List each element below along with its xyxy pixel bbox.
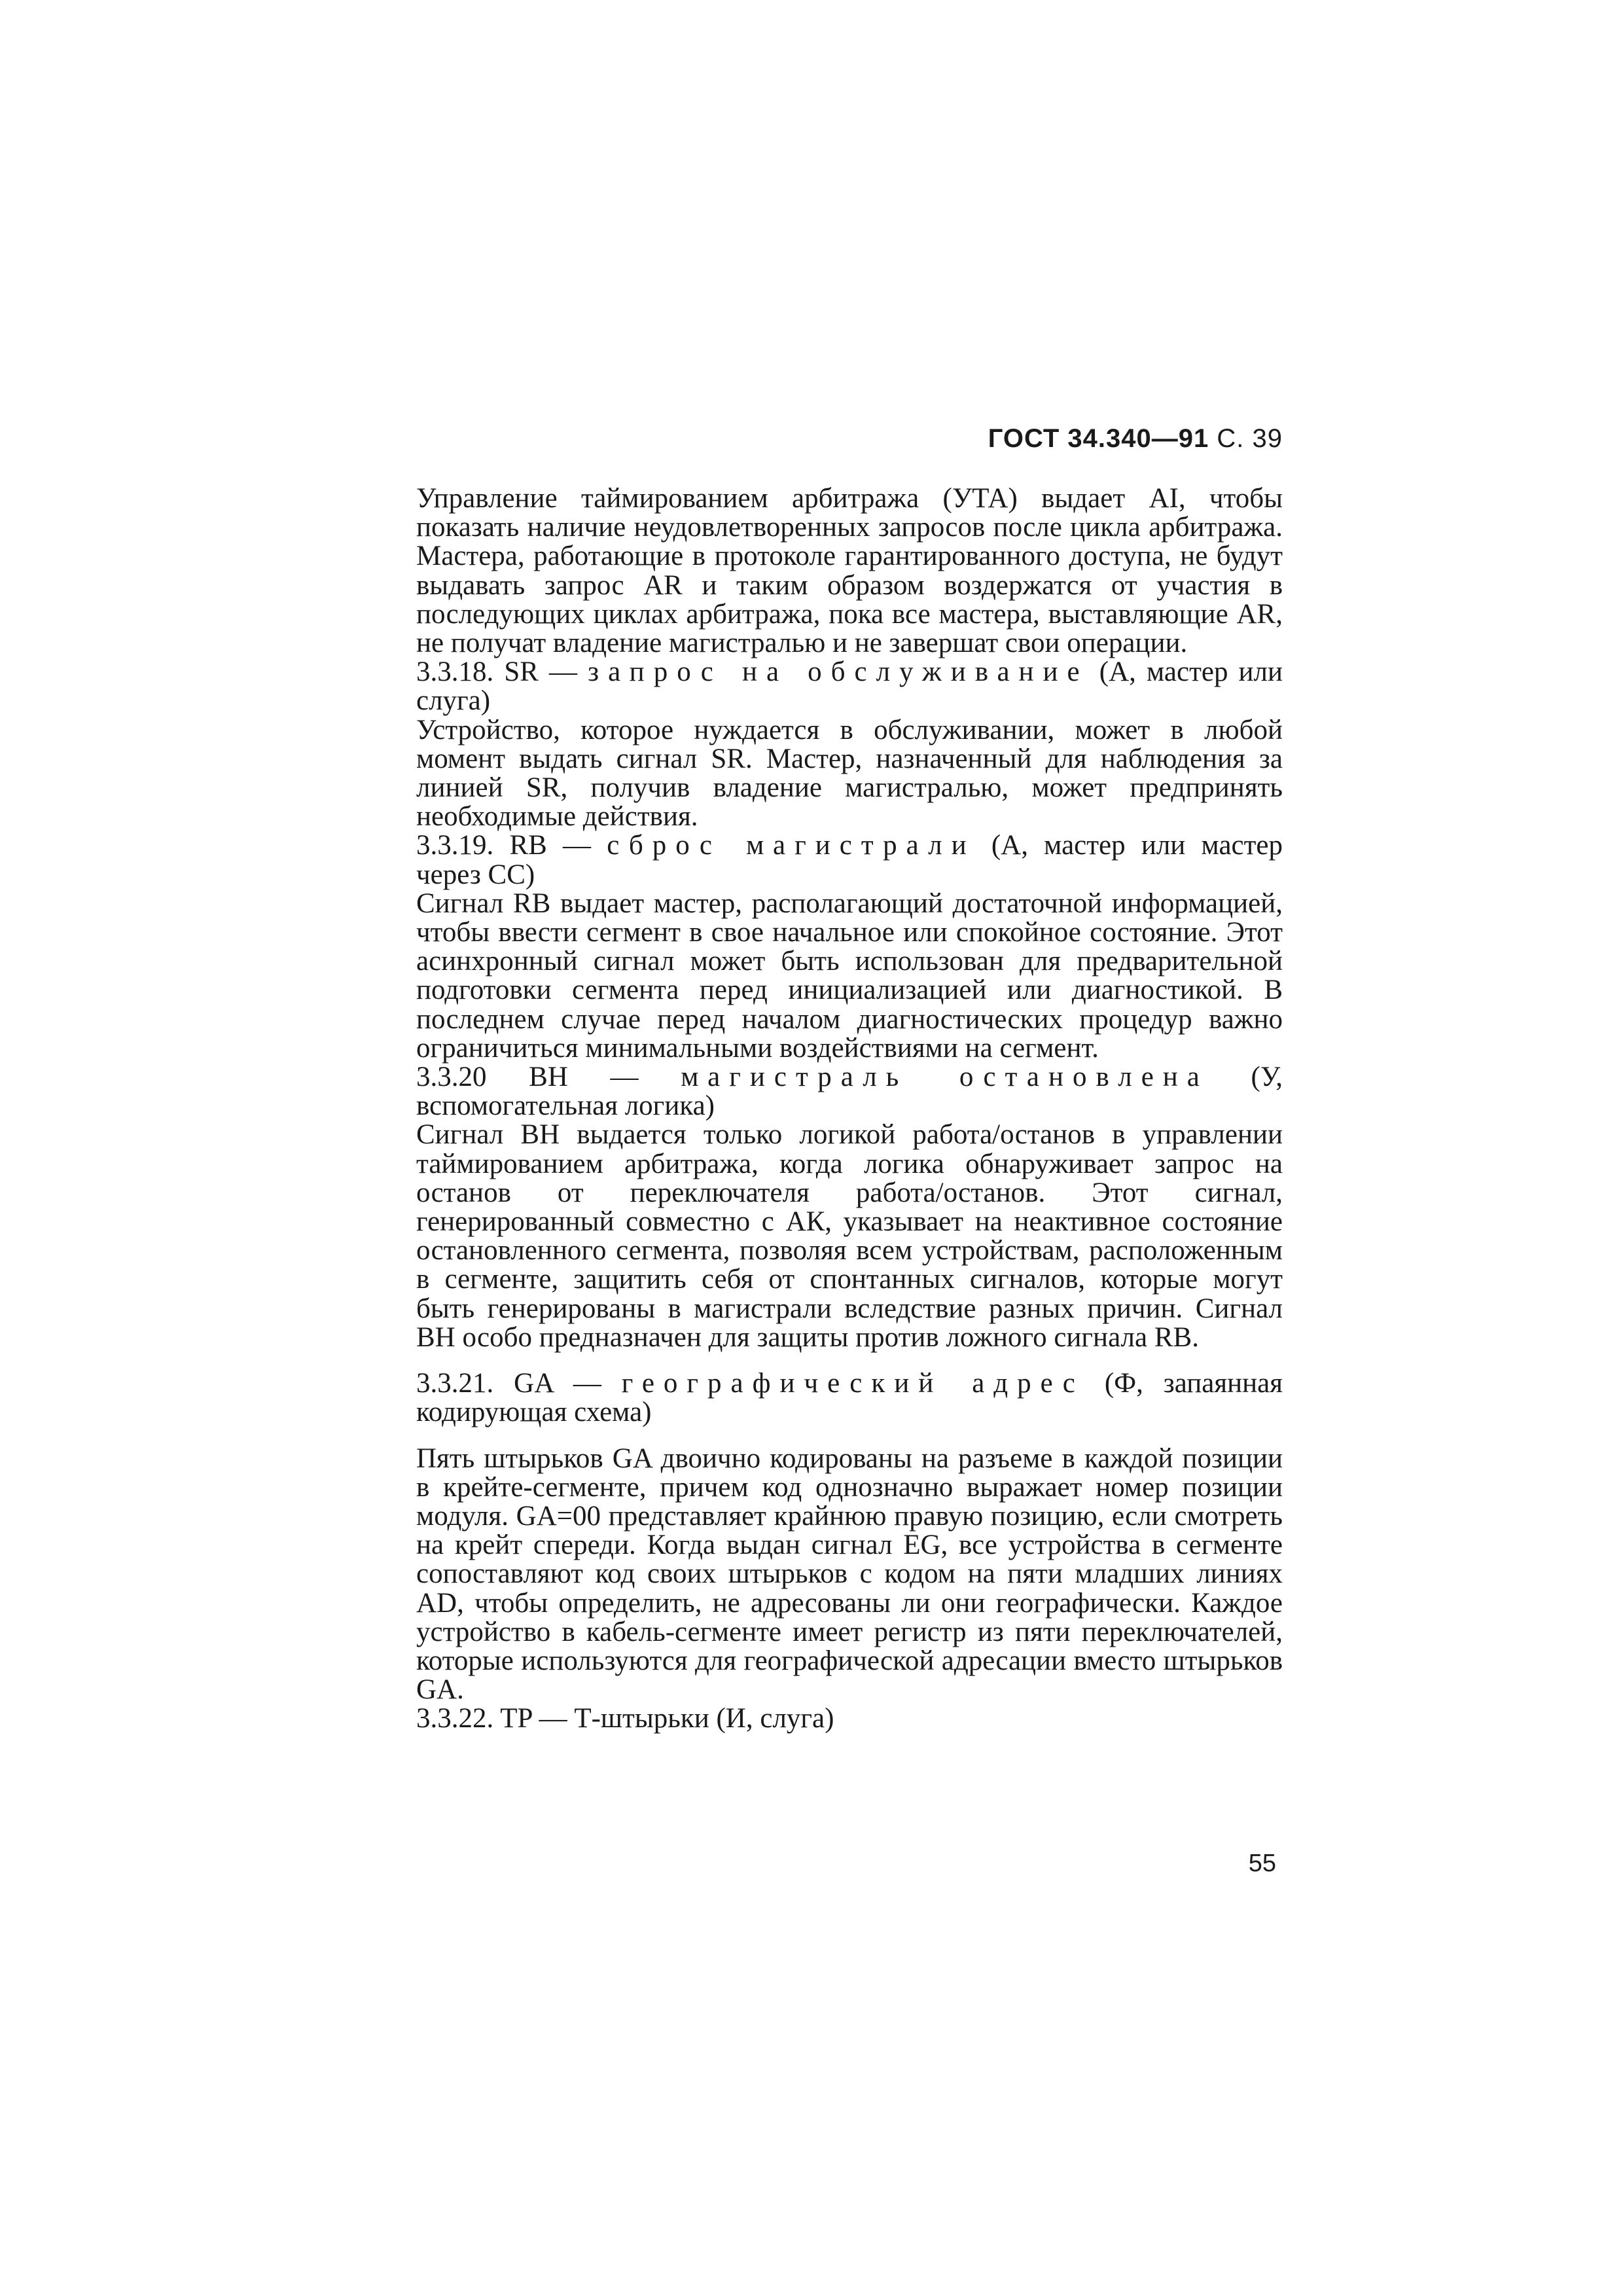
- paragraph-text: Сигнал ВН выдается только логикой работа/останов в управлении таймированием арбитража, когда логика обнаруживает запрос на останов от переключателя работа/останов. Этот сигнал, генерированный совместно с АК, указывает на неактивное состояние остановленного сегмента, позволяя всем устройствам, расположенным в сегменте, защитить себя от спонтанных сигналов, которые могут быть генерированы в магистрали вследствие разных причин. Сигнал ВН особо предназначен для защиты против ложного сигнала RB.: [416, 1119, 1283, 1353]
- term-3-3-19: [416, 831, 1283, 889]
- term-number: 3.3.18.: [416, 656, 494, 688]
- paragraph-uta-ai: [416, 484, 1283, 658]
- term-note: (А, мастер или мастер через СС): [416, 830, 1283, 890]
- term-3-3-18: [416, 658, 1283, 715]
- paragraph-sr: [416, 716, 1283, 832]
- term-code: TP —: [500, 1703, 567, 1734]
- term-note: (Ф, запаянная кодирующая схема): [416, 1368, 1283, 1428]
- term-3-3-21: [416, 1369, 1283, 1427]
- term-name: Т-штырьки: [574, 1703, 709, 1734]
- term-code: ВН —: [529, 1062, 639, 1093]
- term-name: географический адрес: [621, 1368, 1084, 1399]
- term-number: 3.3.20: [416, 1062, 487, 1093]
- term-name: запрос на обслуживание: [588, 656, 1089, 688]
- term-number: 3.3.21.: [416, 1368, 494, 1399]
- paragraph-text: Сигнал RB выдает мастер, располагающий достаточной информацией, чтобы ввести сегмент в свое начальное или спокойное состояние. Этот асинхронный сигнал может быть использован для предварительной подготовки сегмента перед инициализацией или диагностикой. В последнем случае перед началом диагностических процедур важно ограничиться минимальными воздействиями на сегмент.: [416, 888, 1283, 1064]
- page-number: 55: [1248, 1850, 1276, 1877]
- term-code: GA —: [514, 1368, 601, 1399]
- term-3-3-22: [416, 1704, 1283, 1733]
- document-body: [416, 484, 1283, 1734]
- term-code: RB —: [509, 830, 592, 861]
- page-reference: С. 39: [1217, 424, 1283, 453]
- paragraph-text: Управление таймированием арбитража (УТА) выдает AI, чтобы показать наличие неудовлетворенных запросов после цикла арбитража. Мастера, работающие в протоколе гарантированного доступа, не будут выдавать запрос AR и таким образом воздержатся от участия в последующих циклах арбитража, пока все мастера, выставляющие AR, не получат владение магистралью и не завершат свои операции.: [416, 483, 1283, 659]
- paragraph-text: Пять штырьков GA двоично кодированы на разъеме в каждой позиции в крейте-сегменте, причем код однозначно выражает номер позиции модуля. GA=00 представляет крайнюю правую позицию, если смотреть на крейт спереди. Когда выдан сигнал EG, все устройства в сегменте сопоставляют код своих штырьков с кодом на пяти младших линиях AD, чтобы определить, не адресованы ли они географически. Каждое устройство в кабель-сегменте имеет регистр из пяти переключателей, которые используются для географической адресации вместо штырьков GA.: [416, 1443, 1283, 1706]
- term-note: (У, вспомогательная логика): [416, 1062, 1283, 1122]
- term-note: (И, слуга): [716, 1703, 834, 1734]
- page-header: [988, 424, 1283, 454]
- paragraph-rb: [416, 889, 1283, 1063]
- term-name: сброс магистрали: [607, 830, 976, 861]
- term-code: SR —: [504, 656, 578, 688]
- paragraph-bh: [416, 1121, 1283, 1352]
- paragraph-text: Устройство, которое нуждается в обслуживании, может в любой момент выдать сигнал SR. Мастер, назначенный для наблюдения за линией SR, получив владение магистралью, может предпринять необходимые действия.: [416, 714, 1283, 833]
- term-number: 3.3.19.: [416, 830, 494, 861]
- term-note: (А, мастер или слуга): [416, 656, 1283, 717]
- paragraph-ga: [416, 1444, 1283, 1705]
- term-number: 3.3.22.: [416, 1703, 494, 1734]
- standard-designation: ГОСТ 34.340—91: [988, 424, 1209, 453]
- term-3-3-20: [416, 1063, 1283, 1121]
- term-name: магистраль остановлена: [681, 1062, 1209, 1093]
